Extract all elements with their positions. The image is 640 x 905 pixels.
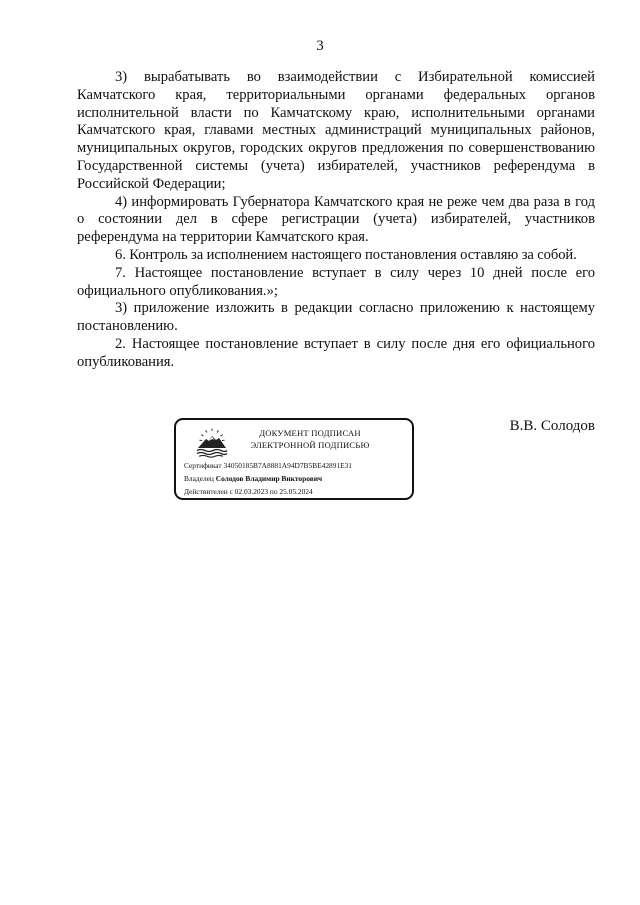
validity-prefix: Действителен с [184, 487, 233, 496]
paragraph-entry-into-force: 2. Настоящее постановление вступает в силу после дня его официального опубликования. [77, 335, 595, 370]
stamp-title [220, 428, 400, 451]
document-body [77, 69, 595, 372]
signer-name: В.В. Солодов [509, 418, 595, 434]
paragraph-item-3-develop-proposals: 3) вырабатывать во взаимодействии с Избирательной комиссией Камчатского края, территориальными органами федеральных органов исполнительной власти по Камчатскому краю, исполнительными органами Камчатского края, главами местных администраций муниципальных районов, муниципальных округов, городских округов предложения по совершенствованию Государственной системы (учета) избирателей, участников референдума в Российской Федерации; [77, 69, 595, 192]
validity-to: 25.05.2024 [279, 487, 313, 496]
certificate-row [184, 461, 412, 471]
certificate-label: Сертификат [184, 461, 222, 470]
stamp-title-line-2: ЭЛЕКТРОННОЙ ПОДПИСЬЮ [250, 439, 370, 450]
validity-row [184, 487, 412, 497]
paragraph-appendix: 3) приложение изложить в редакции согласно приложению к настоящему постановлению. [77, 300, 595, 335]
paragraph-control: 6. Контроль за исполнением настоящего постановления оставляю за собой. [115, 246, 577, 263]
paragraph-entry-into-force-10-days: 7. Настоящее постановление вступает в силу через 10 дней после его официального опубликования.»; [77, 264, 595, 299]
page-number: 3 [316, 38, 324, 54]
owner-value: Солодов Владимир Викторович [215, 474, 323, 483]
validity-from: 02.03.2023 [234, 487, 269, 496]
owner-row [184, 474, 412, 484]
paragraph-item-4-inform-governor: 4) информировать Губернатора Камчатского края не реже чем два раза в год о состоянии дел в сфере регистрации (учета) избирателей, участников референдума на территории Камчатского края. [77, 193, 595, 246]
validity-middle: по [269, 487, 278, 496]
stamp-title-line-1: ДОКУМЕНТ ПОДПИСАН [259, 428, 361, 438]
owner-label: Владелец [184, 474, 214, 483]
electronic-signature-stamp [174, 418, 414, 500]
certificate-value: 34050185B7A8881A94D7B5BE42891E31 [223, 461, 353, 470]
